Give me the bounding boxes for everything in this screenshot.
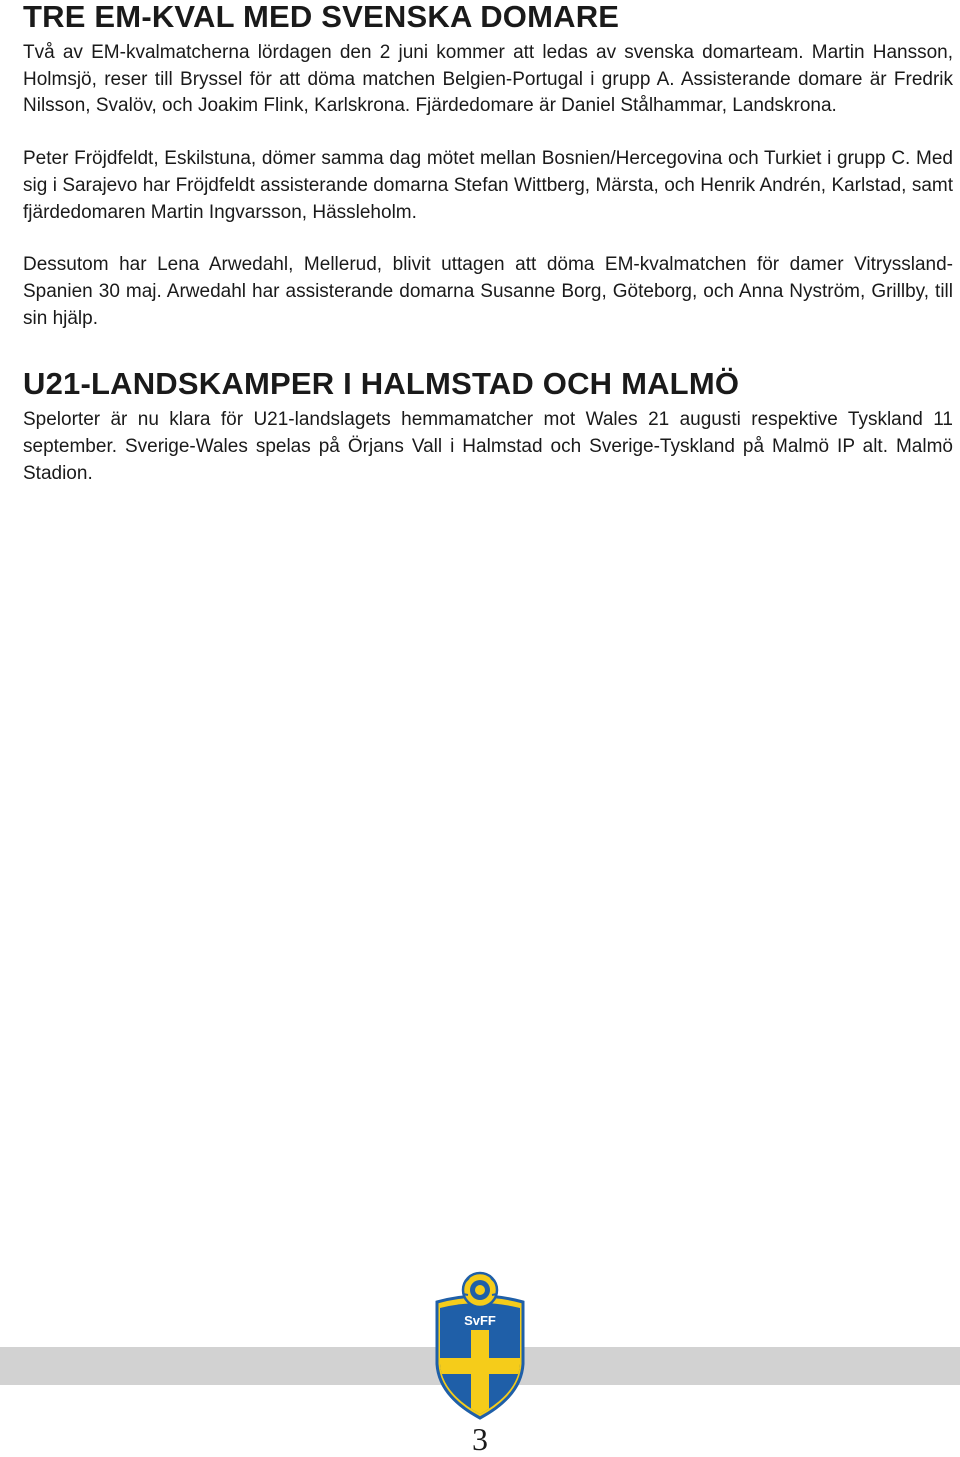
svff-crest-logo: [433, 1268, 527, 1420]
page-number: 3: [472, 1421, 488, 1457]
section-heading-em-kval: TRE EM-KVAL MED SVENSKA DOMARE: [23, 0, 620, 34]
paragraph-em-kval-2: Peter Fröjdfeldt, Eskilstuna, dömer samma dag mötet mellan Bosnien/Hercegovina och Turkiet i grupp C. Med sig i Sarajevo har Fröjdfeldt assisterande domarna Stefan Wittberg, Märsta, och Henrik Andrén, Karlstad, samt fjärdedomaren Martin Ingvarsson, Hässleholm.: [23, 148, 953, 223]
section-heading-u21: U21-LANDSKAMPER I HALMSTAD OCH MALMÖ: [23, 366, 740, 402]
crest-logo-text: SvFF: [464, 1313, 496, 1328]
paragraph-em-kval-1: Två av EM-kvalmatcherna lördagen den 2 juni kommer att ledas av svenska domarteam. Martin Hansson, Holmsjö, reser till Bryssel för att döma matchen Belgien-Portugal i grupp A. Assisterande domare är Fredrik Nilsson, Svalöv, och Joakim Flink, Karlskrona. Fjärdedomare är Daniel Stålhammar, Landskrona.: [23, 42, 953, 117]
article-content: [23, 0, 953, 487]
paragraph-em-kval-3: Dessutom har Lena Arwedahl, Mellerud, blivit uttagen att döma EM-kvalmatchen för damer Vitryssland-Spanien 30 maj. Arwedahl har assisterande domarna Susanne Borg, Göteborg, och Anna Nyström, Grillby, till sin hjälp.: [23, 254, 953, 329]
paragraph-u21-1: Spelorter är nu klara för U21-landslagets hemmamatcher mot Wales 21 augusti respektive Tyskland 11 september. Sverige-Wales spelas på Örjans Vall i Halmstad och Sverige-Tyskland på Malmö IP alt. Malmö Stadion.: [23, 409, 953, 484]
